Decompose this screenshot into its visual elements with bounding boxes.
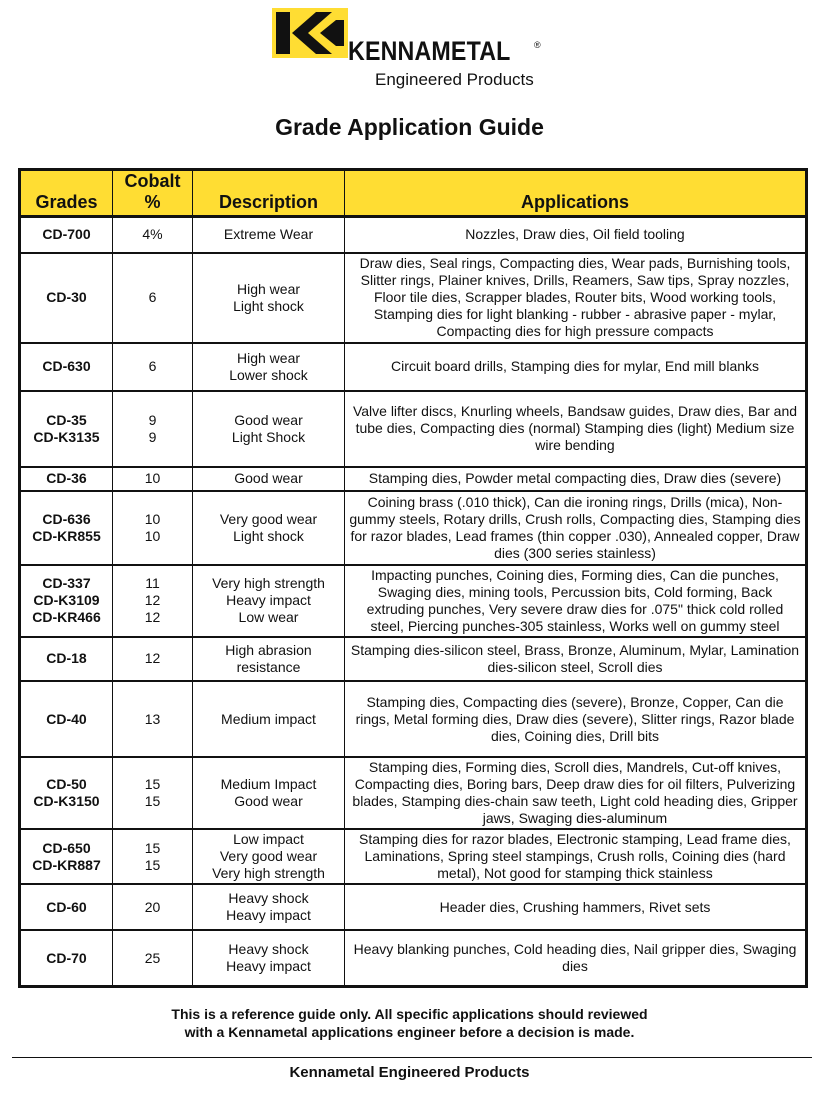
grade-cell bbox=[20, 829, 113, 884]
cobalt-cell bbox=[113, 884, 193, 930]
page-title: Grade Application Guide bbox=[275, 114, 544, 140]
description-cell-line: Very good wear bbox=[219, 848, 318, 865]
grade-cell-line: CD-18 bbox=[46, 650, 87, 667]
description-cell bbox=[193, 343, 345, 391]
cobalt-cell-line: 6 bbox=[148, 358, 157, 375]
table-row bbox=[20, 637, 807, 681]
cobalt-cell-line: 11 bbox=[145, 575, 160, 592]
table-row bbox=[20, 391, 807, 467]
cobalt-cell-line: 12 bbox=[144, 650, 161, 667]
description-cell bbox=[193, 253, 345, 343]
description-cell-line: High abrasion bbox=[225, 641, 312, 658]
cobalt-cell bbox=[113, 565, 193, 637]
grade-cell-line: CD-60 bbox=[46, 898, 87, 915]
applications-cell: Stamping dies, Powder metal compacting dies, Draw dies (severe) bbox=[345, 467, 807, 491]
description-cell-line: resistance bbox=[236, 658, 301, 675]
cobalt-cell-line: 15 bbox=[144, 776, 161, 793]
cobalt-cell-line: 13 bbox=[144, 710, 161, 727]
description-cell bbox=[193, 391, 345, 467]
cobalt-cell bbox=[113, 829, 193, 884]
grade-cell-line: CD-K3150 bbox=[33, 793, 100, 810]
grade-cell bbox=[20, 217, 113, 253]
cobalt-cell-line: 10 bbox=[144, 527, 161, 544]
description-cell-line: High wear bbox=[236, 349, 301, 366]
description-cell-line: Heavy impact bbox=[226, 958, 311, 975]
grade-cell bbox=[20, 253, 113, 343]
cobalt-cell-line: 15 bbox=[144, 839, 161, 856]
grade-cell-line: CD-650 bbox=[42, 839, 91, 856]
footer-text: Kennametal Engineered Products bbox=[289, 1064, 530, 1081]
disclaimer-line1: This is a reference guide only. All specific applications should reviewed bbox=[171, 1006, 648, 1022]
cobalt-cell bbox=[113, 343, 193, 391]
grade-cell-line: CD-50 bbox=[46, 776, 87, 793]
cobalt-cell bbox=[113, 757, 193, 829]
col-header-grades: Grades bbox=[20, 170, 113, 217]
grade-cell-line: CD-K3135 bbox=[33, 428, 100, 445]
grade-application-table bbox=[18, 168, 808, 988]
cobalt-cell-line: 20 bbox=[144, 898, 161, 915]
description-cell-line: Very high strength bbox=[212, 865, 325, 882]
description-cell-line: Heavy impact bbox=[226, 907, 311, 924]
registered-mark: ® bbox=[534, 40, 541, 50]
applications-cell: Stamping dies, Forming dies, Scroll dies, Mandrels, Cut-off knives, Compacting dies, Boring bars, Deep draw dies for oil filters, Pulverizing blades, Stamping dies-chain saw teeth, Light cold heading dies, Gripper jaws, Swaging dies-aluminum bbox=[345, 757, 807, 829]
applications-cell: Stamping dies-silicon steel, Brass, Bronze, Aluminum, Mylar, Lamination dies-silicon steel, Scroll dies bbox=[345, 637, 807, 681]
cobalt-cell-line: 6 bbox=[148, 289, 157, 306]
grade-cell-line: CD-636 bbox=[42, 510, 91, 527]
footer-divider bbox=[12, 1057, 812, 1058]
description-cell-line: Low impact bbox=[233, 831, 304, 848]
table-row bbox=[20, 757, 807, 829]
applications-cell: Heavy blanking punches, Cold heading dies, Nail gripper dies, Swaging dies bbox=[345, 930, 807, 986]
description-cell-line: Medium Impact bbox=[220, 776, 317, 793]
table-row bbox=[20, 217, 807, 253]
table-row bbox=[20, 253, 807, 343]
applications-cell: Nozzles, Draw dies, Oil field tooling bbox=[345, 217, 807, 253]
table-header-row bbox=[20, 170, 807, 217]
disclaimer-line2: with a Kennametal applications engineer before a decision is made. bbox=[184, 1024, 635, 1040]
applications-cell: Coining brass (.010 thick), Can die ironing rings, Drills (mica), Non-gummy steels, Rotary drills, Crush rolls, Compacting dies, Stamping dies for razor blades, Lead frames (thin copper .030), Annealed copper, Draw dies (300 series stainless) bbox=[345, 491, 807, 565]
table-row bbox=[20, 829, 807, 884]
cobalt-cell bbox=[113, 637, 193, 681]
applications-cell: Draw dies, Seal rings, Compacting dies, Wear pads, Burnishing tools, Slitter rings, Plainer knives, Drills, Reamers, Saw tips, Spray nozzles, Floor tile dies, Scrapper blades, Router bits, Wood working tools, Stamping dies for light blanking - rubber - abrasive paper - mylar, Compacting dies for high pressure compacts bbox=[345, 253, 807, 343]
table-row bbox=[20, 491, 807, 565]
description-cell bbox=[193, 217, 345, 253]
cobalt-cell bbox=[113, 681, 193, 757]
applications-cell: Impacting punches, Coining dies, Forming dies, Can die punches, Swaging dies, mining tools, Percussion bits, Cold forming, Back extruding punches, Very severe draw dies for .075" thick cold rolled steel, Piercing punches-305 stainless, Works well on gummy steel bbox=[345, 565, 807, 637]
description-cell-line: Extreme Wear bbox=[223, 226, 314, 243]
applications-cell: Header dies, Crushing hammers, Rivet sets bbox=[345, 884, 807, 930]
description-cell-line: Good wear bbox=[234, 470, 303, 487]
description-cell-line: Low wear bbox=[238, 609, 299, 626]
grade-cell bbox=[20, 637, 113, 681]
grade-cell-line: CD-700 bbox=[42, 226, 91, 243]
description-cell-line: Light shock bbox=[233, 527, 304, 544]
description-cell-line: Lower shock bbox=[229, 366, 308, 383]
grade-cell bbox=[20, 565, 113, 637]
cobalt-cell bbox=[113, 253, 193, 343]
description-cell bbox=[193, 637, 345, 681]
col-header-applications: Applications bbox=[345, 170, 807, 217]
grade-cell bbox=[20, 930, 113, 986]
description-cell bbox=[193, 829, 345, 884]
table-row bbox=[20, 343, 807, 391]
cobalt-cell-line: 4% bbox=[142, 226, 163, 243]
cobalt-cell-line: 25 bbox=[144, 949, 161, 966]
cobalt-cell-line: 12 bbox=[144, 609, 161, 626]
grade-cell-line: CD-70 bbox=[46, 949, 87, 966]
kennametal-logo bbox=[272, 8, 562, 94]
grade-cell bbox=[20, 491, 113, 565]
description-cell-line: Heavy shock bbox=[228, 890, 309, 907]
cobalt-cell bbox=[113, 217, 193, 253]
description-cell-line: Good wear bbox=[234, 793, 303, 810]
grade-cell-line: CD-337 bbox=[42, 575, 91, 592]
grade-cell bbox=[20, 757, 113, 829]
cobalt-cell-line: 15 bbox=[144, 856, 161, 873]
description-cell bbox=[193, 884, 345, 930]
description-cell-line: Light shock bbox=[233, 297, 304, 314]
grade-cell-line: CD-KR887 bbox=[32, 856, 101, 873]
grade-cell-line: CD-35 bbox=[46, 411, 87, 428]
description-cell bbox=[193, 681, 345, 757]
description-cell bbox=[193, 491, 345, 565]
applications-cell: Valve lifter discs, Knurling wheels, Bandsaw guides, Draw dies, Bar and tube dies, Compacting dies (normal) Stamping dies (light) Medium size wire bending bbox=[345, 391, 807, 467]
table-row bbox=[20, 467, 807, 491]
table-row bbox=[20, 884, 807, 930]
cobalt-cell bbox=[113, 467, 193, 491]
cobalt-cell bbox=[113, 391, 193, 467]
col-header-description: Description bbox=[193, 170, 345, 217]
description-cell bbox=[193, 467, 345, 491]
applications-cell: Stamping dies for razor blades, Electronic stamping, Lead frame dies, Laminations, Spring steel stampings, Crush rolls, Coining dies (hard metal), Not good for stamping thick stainless bbox=[345, 829, 807, 884]
brand-subtitle: Engineered Products bbox=[375, 70, 534, 89]
table-body bbox=[20, 217, 807, 987]
grade-cell-line: CD-K3109 bbox=[33, 592, 100, 609]
grade-cell bbox=[20, 343, 113, 391]
cobalt-cell-line: 15 bbox=[144, 793, 161, 810]
grade-cell-line: CD-40 bbox=[46, 710, 87, 727]
cobalt-cell bbox=[113, 930, 193, 986]
disclaimer-note bbox=[0, 1005, 819, 1041]
applications-cell: Stamping dies, Compacting dies (severe), Bronze, Copper, Can die rings, Metal forming dies, Draw dies (severe), Slitter rings, Razor blade dies, Coining dies, Drill bits bbox=[345, 681, 807, 757]
description-cell bbox=[193, 565, 345, 637]
grade-cell bbox=[20, 467, 113, 491]
cobalt-cell-line: 10 bbox=[144, 510, 161, 527]
description-cell-line: Light Shock bbox=[231, 428, 306, 445]
cobalt-cell-line: 10 bbox=[144, 470, 161, 487]
cobalt-cell-line: 9 bbox=[148, 411, 157, 428]
description-cell-line: High wear bbox=[236, 280, 301, 297]
grade-cell bbox=[20, 681, 113, 757]
description-cell-line: Very good wear bbox=[219, 510, 318, 527]
cobalt-cell-line: 12 bbox=[144, 592, 161, 609]
brand-name: KENNAMETAL bbox=[348, 36, 511, 66]
description-cell-line: Very high strength bbox=[212, 575, 325, 592]
description-cell-line: Heavy impact bbox=[226, 592, 311, 609]
description-cell-line: Heavy shock bbox=[228, 941, 309, 958]
applications-cell: Circuit board drills, Stamping dies for mylar, End mill blanks bbox=[345, 343, 807, 391]
table-row bbox=[20, 565, 807, 637]
table-row bbox=[20, 930, 807, 986]
col-header-cobalt-line1: Cobalt bbox=[124, 171, 181, 191]
description-cell-line: Medium impact bbox=[221, 710, 316, 727]
grade-cell-line: CD-30 bbox=[46, 289, 87, 306]
description-cell bbox=[193, 930, 345, 986]
description-cell bbox=[193, 757, 345, 829]
grade-cell bbox=[20, 391, 113, 467]
cobalt-cell bbox=[113, 491, 193, 565]
grade-cell-line: CD-630 bbox=[42, 358, 91, 375]
description-cell-line: Good wear bbox=[234, 411, 303, 428]
grade-cell-line: CD-KR466 bbox=[32, 609, 101, 626]
table-row bbox=[20, 681, 807, 757]
grade-cell bbox=[20, 884, 113, 930]
kennametal-k-icon bbox=[272, 8, 348, 58]
grade-cell-line: CD-36 bbox=[46, 470, 87, 487]
col-header-cobalt bbox=[113, 170, 193, 217]
col-header-cobalt-line2: % bbox=[144, 192, 161, 212]
grade-cell-line: CD-KR855 bbox=[32, 527, 101, 544]
cobalt-cell-line: 9 bbox=[148, 428, 157, 445]
